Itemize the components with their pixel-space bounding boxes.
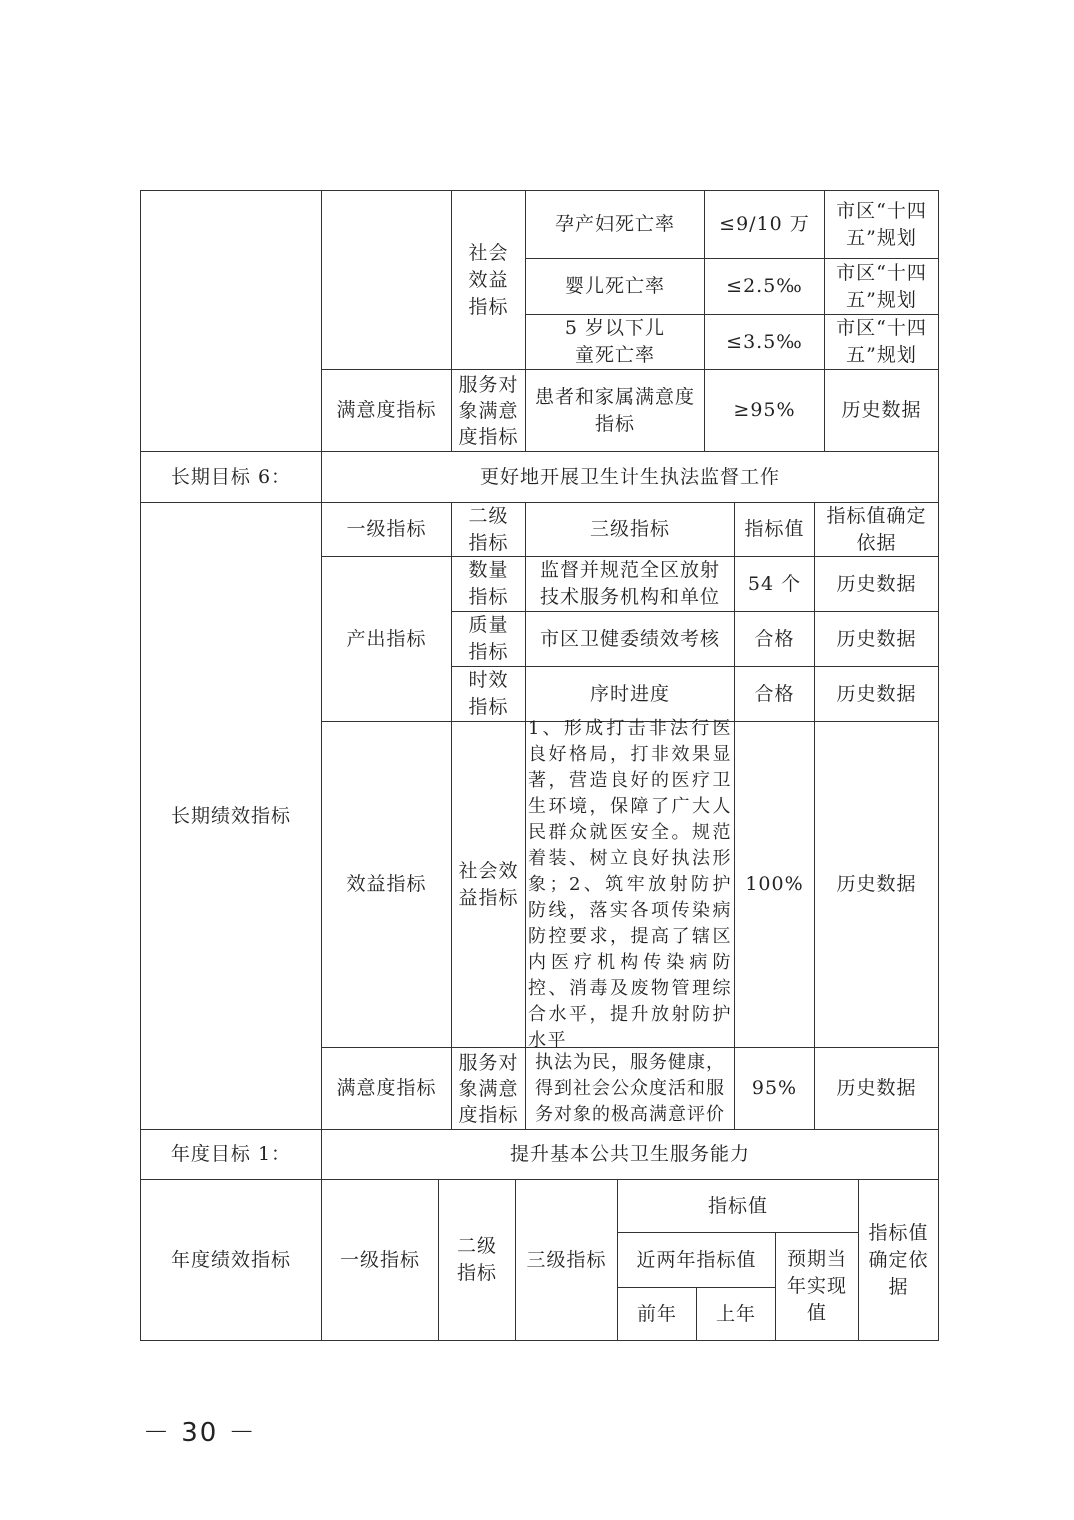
benefit-indicator-cell: 1、形成打击非法行医良好格局，打非效果显著，营造良好的医疗卫生环境，保障了广大人民群众就医安全。规范着装、树立良好执法形象；2、筑牢放射防护防线，落实各项传染病防控要求，提高了辖区内医疗机构传染病防控、消毒及废物管理综合水平，提升放射防护水平 [525, 721, 735, 1048]
long-term-goal-text: 更好地开展卫生计生执法监督工作 [321, 451, 939, 503]
output-level2-cell: 时效指标 [451, 666, 526, 722]
empty-cell [321, 190, 452, 370]
output-value-cell: 54 个 [734, 556, 815, 612]
value-cell: ≤2.5‰ [704, 258, 825, 315]
header-level3: 三级指标 [525, 502, 735, 557]
annual-header-value-group: 指标值 [617, 1179, 859, 1233]
output-indicator-cell: 序时进度 [525, 666, 735, 722]
benefit-level2-cell: 社会效益指标 [451, 721, 526, 1048]
basis-cell: 市区“十四五”规划 [824, 190, 939, 259]
annual-indicators-label: 年度绩效指标 [140, 1179, 322, 1341]
output-indicator-cell: 市区卫健委绩效考核 [525, 611, 735, 667]
output-value-cell: 合格 [734, 611, 815, 667]
satisfaction-basis-cell: 历史数据 [824, 369, 939, 452]
basis-cell: 市区“十四五”规划 [824, 258, 939, 315]
satisfaction-indicator-cell: 患者和家属满意度指标 [525, 369, 705, 452]
output-indicators-label: 产出指标 [321, 556, 452, 722]
long-term-goal-label: 长期目标 6： [140, 451, 322, 503]
output-basis-cell: 历史数据 [814, 611, 939, 667]
header-level2: 二级指标 [451, 502, 526, 557]
satisfaction-basis-cell: 历史数据 [814, 1047, 939, 1130]
header-level1: 一级指标 [321, 502, 452, 557]
output-level2-cell: 数量指标 [451, 556, 526, 612]
output-basis-cell: 历史数据 [814, 556, 939, 612]
annual-header-year-before-last: 前年 [617, 1287, 697, 1341]
annual-goal-label: 年度目标 1： [140, 1129, 322, 1180]
satisfaction-indicators-label: 满意度指标 [321, 1047, 452, 1130]
social-benefit-label-cell: 社会效益指标 [451, 190, 526, 370]
output-level2-cell: 质量指标 [451, 611, 526, 667]
output-basis-cell: 历史数据 [814, 666, 939, 722]
long-term-indicators-label: 长期绩效指标 [140, 502, 322, 1130]
indicator-cell: 孕产妇死亡率 [525, 190, 705, 259]
satisfaction-level2-cell: 服务对象满意度指标 [451, 369, 526, 452]
satisfaction-level1-cell: 满意度指标 [321, 369, 452, 452]
header-basis: 指标值确定依据 [814, 502, 939, 557]
page-number: － 30 － [143, 1418, 257, 1448]
basis-cell: 市区“十四五”规划 [824, 314, 939, 370]
output-value-cell: 合格 [734, 666, 815, 722]
annual-header-recent-two-years: 近两年指标值 [617, 1232, 776, 1288]
indicator-cell: 婴儿死亡率 [525, 258, 705, 315]
benefit-indicators-label: 效益指标 [321, 721, 452, 1048]
value-cell: ≤9/10 万 [704, 190, 825, 259]
annual-header-last-year: 上年 [696, 1287, 776, 1341]
header-value: 指标值 [734, 502, 815, 557]
indicator-cell: 5 岁以下儿童死亡率 [525, 314, 705, 370]
satisfaction-value-cell: ≥95% [704, 369, 825, 452]
satisfaction-indicator-cell: 执法为民，服务健康，得到社会公众度活和服务对象的极高满意评价 [525, 1047, 735, 1130]
annual-goal-text: 提升基本公共卫生服务能力 [321, 1129, 939, 1180]
annual-header-expected-current: 预期当年实现值 [775, 1232, 859, 1341]
satisfaction-level2-cell: 服务对象满意度指标 [451, 1047, 526, 1130]
annual-header-level2: 二级指标 [438, 1179, 516, 1341]
benefit-basis-cell: 历史数据 [814, 721, 939, 1048]
benefit-value-cell: 100% [734, 721, 815, 1048]
annual-header-basis: 指标值确定依据 [858, 1179, 939, 1341]
satisfaction-value-cell: 95% [734, 1047, 815, 1130]
annual-header-level1: 一级指标 [321, 1179, 439, 1341]
empty-cell [140, 190, 322, 452]
value-cell: ≤3.5‰ [704, 314, 825, 370]
output-indicator-cell: 监督并规范全区放射技术服务机构和单位 [525, 556, 735, 612]
annual-header-level3: 三级指标 [515, 1179, 618, 1341]
